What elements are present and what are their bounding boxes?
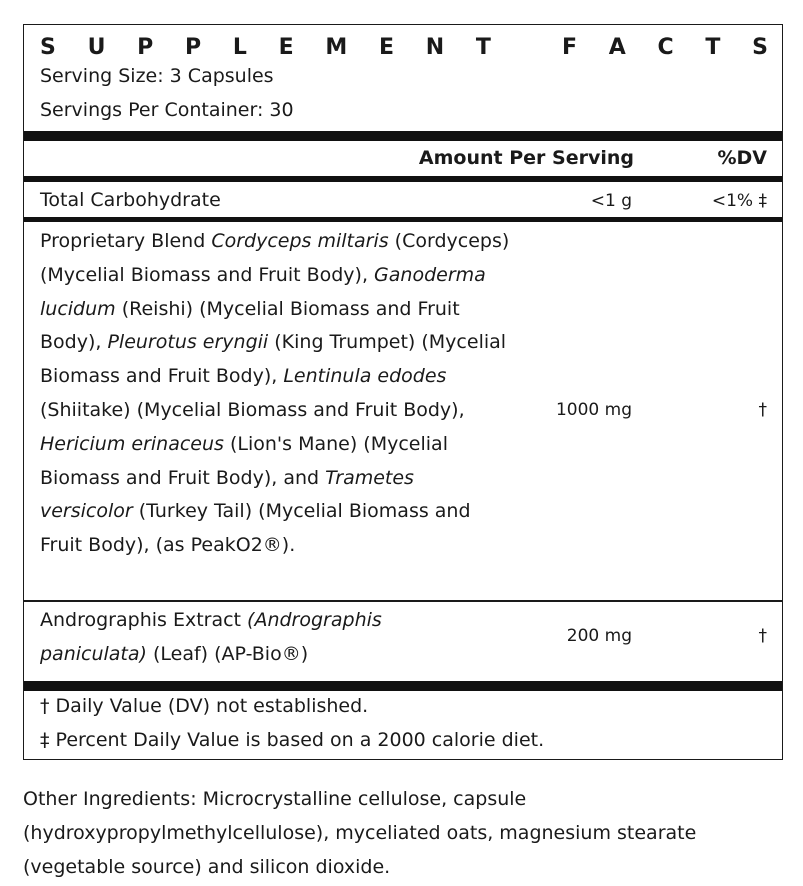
- serving-size: Serving Size: 3 Capsules: [40, 65, 274, 87]
- title-letter: T: [705, 34, 721, 60]
- ingredient-text: (Lion's Mane) (Mycelial Biomass and Fruit Body), and: [40, 432, 448, 489]
- title-letter: F: [562, 34, 578, 60]
- servings-per-container: Servings Per Container: 30: [40, 99, 294, 121]
- ingredient-amount: 1000 mg: [555, 400, 632, 420]
- latin-name: Cordyceps miltaris: [211, 230, 389, 252]
- footnote-dagger: † Daily Value (DV) not established.: [40, 695, 369, 717]
- thick-divider-bottom: [24, 681, 782, 691]
- ingredient-text: (King Trumpet) (Mycelial Biomass and Fruit Body),: [40, 331, 507, 388]
- latin-name: Lentinula edodes: [283, 365, 447, 388]
- other-ingredients: Other Ingredients: Microcrystalline cellulose, capsule (hydroxypropylmethylcellulose), myceliated oats, magnesium stearate (vegetable source) and silicon dioxide.: [23, 788, 697, 878]
- title-letter: E: [278, 34, 294, 60]
- ingredient-text: (Leaf) (AP-Bio®): [146, 642, 309, 665]
- title-space: [523, 35, 531, 60]
- medium-divider: [24, 176, 782, 182]
- panel-title: [40, 32, 768, 62]
- title-letter: U: [87, 34, 106, 60]
- ingredient-dv: †: [758, 400, 767, 420]
- nutrient-amount: <1 g: [590, 191, 632, 211]
- header-percent-dv: %DV: [717, 147, 767, 169]
- ingredient-text: Andrographis Extract: [40, 609, 248, 631]
- ingredient-text: (Shiitake) (Mycelial Biomass and Fruit Body),: [40, 398, 465, 421]
- title-letter: N: [425, 34, 445, 60]
- header-amount-per-serving: Amount Per Serving: [418, 147, 634, 169]
- thick-divider-top: [24, 131, 782, 141]
- title-letter: E: [378, 34, 395, 60]
- nutrient-name: Total Carbohydrate: [40, 189, 221, 211]
- ingredient-text: (Turkey Tail) (Mycelial Biomass and Fruit Body), (as PeakO2®).: [40, 500, 471, 557]
- title-letter: T: [475, 34, 491, 60]
- title-letter: S: [40, 34, 56, 60]
- ingredient-name: [40, 225, 510, 563]
- latin-name: Hericium erinaceus: [40, 432, 224, 455]
- title-letter: S: [752, 34, 768, 60]
- row-divider: [24, 600, 782, 602]
- supplement-facts-panel: [23, 24, 783, 760]
- nutrient-dv: <1% ‡: [711, 191, 767, 211]
- footnote-double-dagger: ‡ Percent Daily Value is based on a 2000 calorie diet.: [40, 729, 545, 751]
- title-letter: P: [137, 34, 154, 60]
- title-letter: L: [232, 34, 247, 60]
- ingredient-name: [40, 604, 480, 672]
- title-letter: C: [657, 34, 674, 60]
- ingredient-text: (Reishi) (Mycelial Biomass and Fruit Body),: [40, 297, 460, 354]
- latin-name: (Andrographis paniculata): [40, 609, 382, 665]
- row-divider-thick: [24, 217, 782, 222]
- ingredient-text: Proprietary Blend: [40, 230, 212, 252]
- title-letter: M: [325, 34, 348, 60]
- latin-name: Pleurotus eryngii: [107, 331, 269, 354]
- title-letter: P: [185, 34, 202, 60]
- latin-name: Trametes versicolor: [40, 466, 414, 523]
- latin-name: Ganoderma lucidum: [40, 263, 486, 320]
- ingredient-text: (Cordyceps) (Mycelial Biomass and Fruit Body),: [40, 230, 510, 286]
- ingredient-dv: †: [758, 626, 767, 646]
- ingredient-amount: 200 mg: [566, 626, 632, 646]
- title-letter: A: [608, 34, 626, 60]
